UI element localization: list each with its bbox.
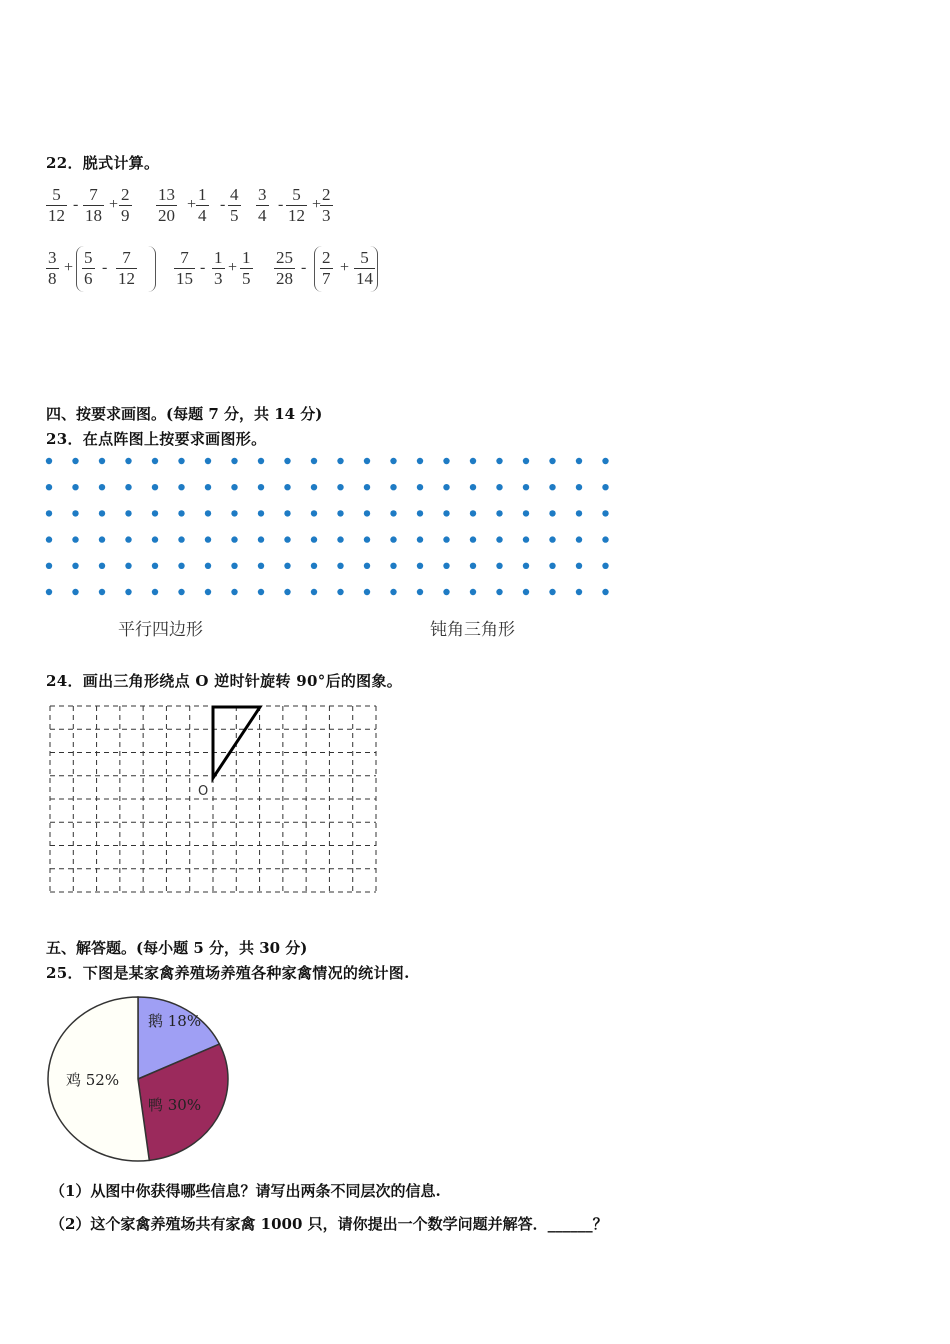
grid-dot[interactable] (72, 536, 78, 542)
grid-dot[interactable] (470, 484, 476, 490)
grid-dot[interactable] (470, 589, 476, 595)
operator: + (312, 196, 322, 213)
grid-dot[interactable] (523, 536, 529, 542)
grid-dot[interactable] (443, 484, 449, 490)
fraction: $\frac{2}{3}$ (322, 185, 331, 225)
grid-dot[interactable] (496, 563, 502, 569)
operator: - (102, 259, 108, 276)
grid-dot[interactable] (549, 510, 555, 516)
parentheses (76, 246, 156, 292)
grid-dot[interactable] (178, 510, 184, 516)
grid-dot[interactable] (72, 589, 78, 595)
rotation-grid[interactable] (46, 702, 382, 898)
fraction: $\frac{5}{6}$ (84, 248, 93, 288)
grid-dot[interactable] (576, 563, 582, 569)
fraction: $\frac{1}{3}$ (214, 248, 223, 288)
fraction: $\frac{5}{12}$ (288, 185, 305, 225)
grid-dot[interactable] (523, 458, 529, 464)
grid-dot[interactable] (602, 563, 608, 569)
grid-dot[interactable] (46, 563, 52, 569)
grid-dot[interactable] (576, 458, 582, 464)
q25-sub1: （1）从图中你获得哪些信息？请写出两条不同层次的信息. (50, 1182, 441, 1200)
grid-dot[interactable] (549, 589, 555, 595)
operator: + (64, 259, 74, 276)
grid-dot[interactable] (443, 589, 449, 595)
grid-dot[interactable] (417, 589, 423, 595)
grid-dot[interactable] (417, 484, 423, 490)
grid-dot[interactable] (46, 458, 52, 464)
q24-title: 24．画出三角形绕点 O 逆时针旋转 90°后的图象。 (46, 672, 403, 690)
fraction: $\frac{1}{5}$ (242, 248, 251, 288)
grid-dot[interactable] (72, 563, 78, 569)
grid-dot[interactable] (125, 536, 131, 542)
grid-dot[interactable] (46, 536, 52, 542)
grid-dot[interactable] (231, 589, 237, 595)
grid-dot[interactable] (602, 458, 608, 464)
grid-dot[interactable] (46, 589, 52, 595)
operator: + (228, 259, 238, 276)
grid-dot[interactable] (205, 458, 211, 464)
grid-dot[interactable] (549, 563, 555, 569)
grid-dot[interactable] (205, 484, 211, 490)
grid-dot[interactable] (258, 458, 264, 464)
grid-dot[interactable] (364, 510, 370, 516)
grid-dot[interactable] (470, 563, 476, 569)
grid-dot[interactable] (152, 484, 158, 490)
fraction: $\frac{2}{9}$ (121, 185, 130, 225)
grid-dot[interactable] (284, 484, 290, 490)
grid-dot[interactable] (231, 536, 237, 542)
grid-dot[interactable] (152, 536, 158, 542)
grid-dot[interactable] (602, 510, 608, 516)
parentheses (314, 246, 378, 292)
grid-dot[interactable] (258, 536, 264, 542)
grid-dot[interactable] (99, 510, 105, 516)
grid-dot[interactable] (549, 458, 555, 464)
grid-dot[interactable] (390, 510, 396, 516)
grid-dot[interactable] (178, 589, 184, 595)
grid-dot[interactable] (417, 458, 423, 464)
fraction: $\frac{4}{5}$ (230, 185, 239, 225)
grid-dot[interactable] (470, 510, 476, 516)
operator: - (73, 196, 79, 213)
grid-dot[interactable] (549, 484, 555, 490)
grid-dot[interactable] (549, 536, 555, 542)
grid-dot[interactable] (496, 589, 502, 595)
grid-dot[interactable] (311, 458, 317, 464)
label-obtuse-triangle: 钝角三角形 (430, 620, 515, 640)
fraction: $\frac{13}{20}$ (158, 185, 175, 225)
grid-dot[interactable] (337, 563, 343, 569)
grid-dot[interactable] (417, 563, 423, 569)
grid-dot[interactable] (602, 484, 608, 490)
grid-dot[interactable] (258, 484, 264, 490)
pie-label-鸡: 鸡 52% (66, 1071, 120, 1089)
fraction: $\frac{5}{12}$ (48, 185, 65, 225)
grid-dot[interactable] (364, 458, 370, 464)
grid-dot[interactable] (99, 484, 105, 490)
grid-dot[interactable] (258, 589, 264, 595)
grid-dot[interactable] (231, 510, 237, 516)
q23-title: 23．在点阵图上按要求画图形。 (46, 430, 267, 448)
grid-dot[interactable] (470, 458, 476, 464)
pie-label-鸭: 鸭 30% (148, 1096, 202, 1114)
grid-dot[interactable] (125, 484, 131, 490)
operator: - (301, 259, 307, 276)
grid-dot[interactable] (231, 563, 237, 569)
section4-title: 四、按要求画图。(每题 7 分，共 14 分) (46, 405, 323, 423)
grid-dot[interactable] (46, 484, 52, 490)
grid-dot[interactable] (337, 484, 343, 490)
grid-dot[interactable] (284, 589, 290, 595)
grid-dot[interactable] (443, 536, 449, 542)
grid-dot[interactable] (152, 458, 158, 464)
grid-dot[interactable] (576, 536, 582, 542)
grid-dot[interactable] (364, 563, 370, 569)
grid-dot[interactable] (364, 536, 370, 542)
fraction: $\frac{7}{15}$ (176, 248, 193, 288)
grid-dot[interactable] (125, 510, 131, 516)
operator: + (340, 259, 350, 276)
grid-dot[interactable] (470, 536, 476, 542)
grid-dot[interactable] (576, 510, 582, 516)
fraction: $\frac{2}{7}$ (322, 248, 331, 288)
q22-title: 22．脱式计算。 (46, 154, 160, 172)
grid-dot[interactable] (311, 510, 317, 516)
grid-dot[interactable] (205, 589, 211, 595)
grid-dot[interactable] (152, 563, 158, 569)
pie-chart (44, 992, 236, 1166)
q25-sub2: （2）这个家禽养殖场共有家禽 1000 只，请你提出一个数学问题并解答．______？ (50, 1215, 608, 1233)
operator: + (187, 196, 197, 213)
fraction: $\frac{1}{4}$ (198, 185, 207, 225)
operator: + (109, 196, 119, 213)
pie-label-鹅: 鹅 18% (148, 1012, 202, 1030)
grid-dot[interactable] (178, 484, 184, 490)
grid-dot[interactable] (576, 484, 582, 490)
grid-dot[interactable] (523, 510, 529, 516)
grid-dot[interactable] (496, 510, 502, 516)
grid-dot[interactable] (311, 484, 317, 490)
grid-dot[interactable] (178, 563, 184, 569)
grid-dot[interactable] (337, 510, 343, 516)
grid-dot[interactable] (576, 589, 582, 595)
grid-dot[interactable] (99, 589, 105, 595)
grid-dot[interactable] (523, 484, 529, 490)
grid-dot[interactable] (72, 458, 78, 464)
operator: - (278, 196, 284, 213)
grid-dot[interactable] (284, 510, 290, 516)
grid-dot[interactable] (72, 484, 78, 490)
grid-dot[interactable] (99, 536, 105, 542)
grid-dot[interactable] (443, 510, 449, 516)
grid-dot[interactable] (284, 563, 290, 569)
grid-dot[interactable] (231, 484, 237, 490)
grid-dot[interactable] (258, 563, 264, 569)
grid-dot[interactable] (231, 458, 237, 464)
dot-grid[interactable] (40, 452, 630, 602)
grid-dot[interactable] (417, 510, 423, 516)
grid-dot[interactable] (602, 589, 608, 595)
grid-dot[interactable] (390, 563, 396, 569)
grid-dot[interactable] (602, 536, 608, 542)
point-o-label: O (198, 784, 209, 799)
grid-dot[interactable] (125, 563, 131, 569)
grid-dot[interactable] (258, 510, 264, 516)
grid-dot[interactable] (390, 536, 396, 542)
grid-dot[interactable] (311, 563, 317, 569)
grid-dot[interactable] (523, 563, 529, 569)
grid-dot[interactable] (99, 563, 105, 569)
grid-dot[interactable] (390, 484, 396, 490)
grid-dot[interactable] (152, 589, 158, 595)
grid-dot[interactable] (496, 536, 502, 542)
grid-dot[interactable] (337, 589, 343, 595)
grid-dot[interactable] (72, 510, 78, 516)
grid-dot[interactable] (443, 563, 449, 569)
grid-dot[interactable] (390, 589, 396, 595)
grid-dot[interactable] (364, 589, 370, 595)
grid-dot[interactable] (178, 536, 184, 542)
grid-dot[interactable] (178, 458, 184, 464)
grid-dot[interactable] (390, 458, 396, 464)
operator: - (200, 259, 206, 276)
grid-dot[interactable] (417, 536, 423, 542)
grid-dot[interactable] (46, 510, 52, 516)
section5-title: 五、解答题。(每小题 5 分，共 30 分) (46, 939, 308, 957)
grid-dot[interactable] (284, 458, 290, 464)
grid-dot[interactable] (205, 563, 211, 569)
fraction: $\frac{7}{18}$ (85, 185, 102, 225)
operator: - (220, 196, 226, 213)
fraction: $\frac{3}{8}$ (48, 248, 57, 288)
grid-dot[interactable] (523, 589, 529, 595)
fraction: $\frac{25}{28}$ (276, 248, 293, 288)
grid-dot[interactable] (311, 589, 317, 595)
grid-dot[interactable] (125, 458, 131, 464)
fraction: $\frac{7}{12}$ (118, 248, 135, 288)
grid-dot[interactable] (311, 536, 317, 542)
grid-dot[interactable] (205, 510, 211, 516)
grid-dot[interactable] (496, 458, 502, 464)
label-parallelogram: 平行四边形 (118, 620, 203, 640)
grid-dot[interactable] (337, 536, 343, 542)
q25-title: 25．下图是某家禽养殖场养殖各种家禽情况的统计图. (46, 964, 410, 982)
fraction: $\frac{3}{4}$ (258, 185, 267, 225)
grid-dot[interactable] (337, 458, 343, 464)
grid-dot[interactable] (284, 536, 290, 542)
grid-dot[interactable] (205, 536, 211, 542)
fraction: $\frac{5}{14}$ (356, 248, 373, 288)
grid-dot[interactable] (125, 589, 131, 595)
grid-dot[interactable] (99, 458, 105, 464)
grid-dot[interactable] (443, 458, 449, 464)
grid-dot[interactable] (364, 484, 370, 490)
grid-dot[interactable] (496, 484, 502, 490)
grid-dot[interactable] (152, 510, 158, 516)
